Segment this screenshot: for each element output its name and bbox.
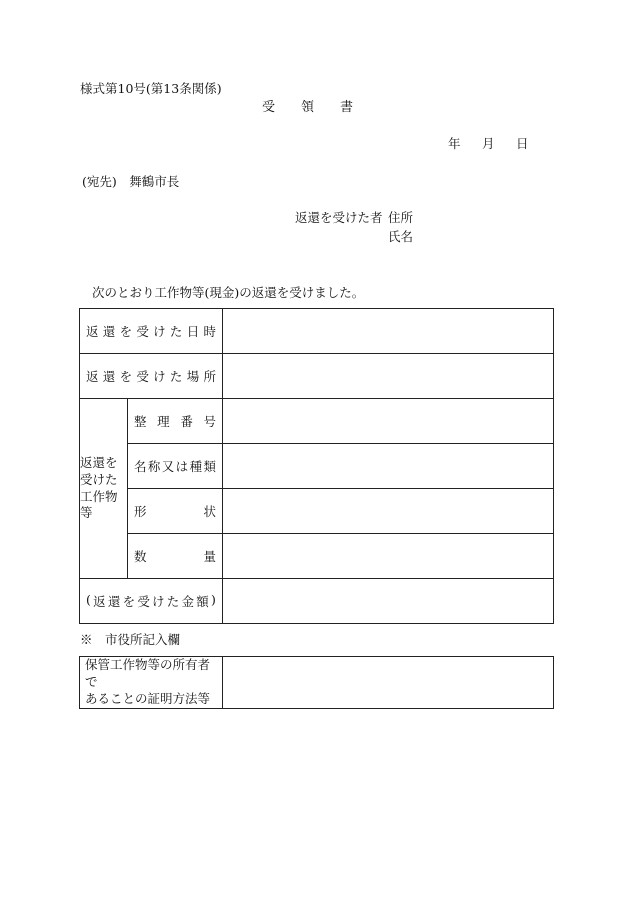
recipient-address-label: 住所 [388, 210, 414, 225]
label-cell [80, 309, 223, 354]
return-amount-value[interactable] [223, 579, 554, 624]
label-char: 又 [161, 459, 175, 474]
label-char: 場 [186, 369, 200, 384]
item-name-label [128, 457, 222, 475]
label-char: 種 [189, 459, 203, 474]
label-cell [128, 444, 223, 489]
label-char: 返 [86, 369, 99, 384]
label-char: 返 [86, 324, 99, 339]
intro-text: 次のとおり工作物等(現金)の返還を受けました。 [92, 285, 365, 300]
item-shape-label [128, 502, 222, 520]
row-item-number [80, 399, 554, 444]
return-place-value[interactable] [223, 354, 554, 399]
recipient-role: 返還を受けた者 [295, 210, 383, 225]
label-char: 理 [157, 414, 170, 429]
label-char: 受 [136, 324, 149, 339]
owner-proof-line: 保管工作物等の所有者で [85, 657, 211, 689]
label-char: 名 [134, 459, 147, 474]
row-return-amount [80, 579, 554, 624]
items-group-label [80, 399, 128, 579]
recipient-name-label: 氏名 [388, 229, 414, 244]
label-char: 還 [102, 369, 116, 384]
items-group-line: 工作物 [80, 488, 118, 504]
date-year: 年 [448, 136, 461, 151]
item-shape-value[interactable] [223, 489, 554, 534]
page-title: 受 領 書 [262, 100, 354, 115]
label-char: け [153, 369, 166, 384]
return-table [79, 308, 554, 624]
label-char: 還 [102, 324, 116, 339]
item-quantity-label [128, 547, 222, 565]
label-char: を [119, 369, 133, 384]
label-char: 整 [134, 414, 147, 429]
label-char: 量 [203, 549, 216, 564]
label-char: 日 [186, 324, 200, 339]
item-name-value[interactable] [223, 444, 554, 489]
label-char: 時 [203, 324, 216, 339]
row-owner-proof [80, 657, 554, 709]
label-char: け [153, 324, 166, 339]
office-note: ※ 市役所記入欄 [80, 632, 181, 647]
addressee: (宛先) 舞鶴市長 [82, 174, 180, 189]
owner-proof-line: あることの証明方法等 [85, 690, 211, 706]
label-char: ) [210, 592, 216, 607]
row-return-datetime [80, 309, 554, 354]
owner-proof-label [80, 657, 223, 709]
label-char: 受 [136, 369, 149, 384]
office-table [79, 656, 554, 709]
label-char: 号 [203, 414, 216, 429]
label-cell [128, 534, 223, 579]
owner-proof-value[interactable] [223, 657, 554, 709]
row-item-quantity [80, 534, 554, 579]
date-month: 月 [482, 136, 495, 151]
return-datetime-value[interactable] [223, 309, 554, 354]
label-char: 状 [203, 504, 216, 519]
label-cell [80, 579, 223, 624]
row-item-shape [80, 489, 554, 534]
row-item-name [80, 444, 554, 489]
item-number-label [128, 412, 222, 430]
items-group-line: 等 [80, 505, 93, 521]
label-char: た [169, 324, 183, 339]
label-char: け [152, 594, 165, 609]
date-day: 日 [516, 136, 529, 151]
label-char: た [166, 594, 180, 609]
row-return-place [80, 354, 554, 399]
return-datetime-label [80, 322, 222, 340]
label-cell [128, 399, 223, 444]
label-char: を [122, 594, 136, 609]
label-char: 数 [134, 549, 147, 564]
return-amount-label [80, 592, 222, 610]
item-number-value[interactable] [223, 399, 554, 444]
label-char: 類 [203, 459, 216, 474]
label-char: 所 [203, 369, 216, 384]
return-place-label [80, 367, 222, 385]
label-char: 受 [137, 594, 150, 609]
label-cell [128, 489, 223, 534]
items-group-line: 返還を [80, 454, 118, 470]
label-char: 還 [107, 594, 121, 609]
items-group-line: 受けた [80, 471, 118, 487]
label-char: 返 [93, 594, 106, 609]
label-char: 番 [180, 414, 193, 429]
item-quantity-value[interactable] [223, 534, 554, 579]
label-char: た [169, 369, 183, 384]
label-char: 額 [196, 594, 209, 609]
label-char: は [175, 459, 189, 474]
label-char: 形 [134, 504, 147, 519]
label-char: 金 [181, 594, 195, 609]
label-cell [80, 354, 223, 399]
label-char: ( [86, 592, 91, 607]
label-char: 称 [147, 459, 161, 474]
label-char: を [119, 324, 133, 339]
form-number: 様式第10号(第13条関係) [80, 81, 222, 96]
